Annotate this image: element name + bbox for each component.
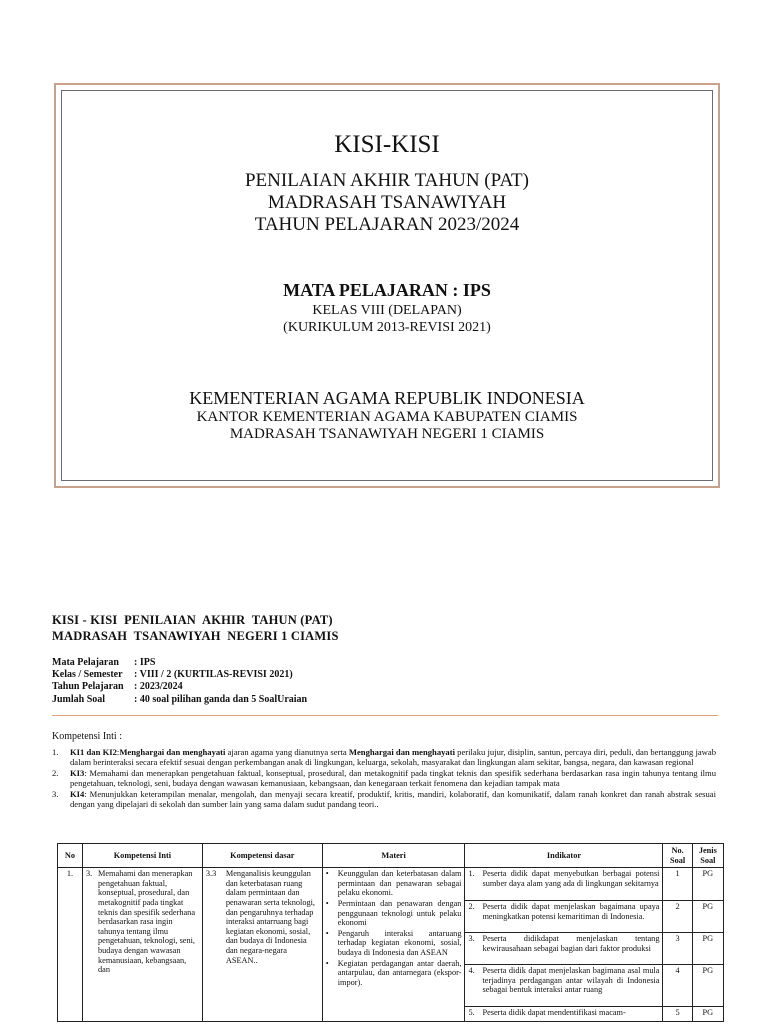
- ki-label: KI1 dan KI2: [70, 747, 117, 757]
- indikator-number: 1.: [468, 869, 475, 879]
- materi-list: [326, 869, 462, 987]
- meta-label: Mata Pelajaran: [52, 657, 119, 668]
- ki-sep: :: [116, 747, 120, 757]
- kompetensi-inti-list: [52, 747, 716, 810]
- kd-cell-number: 3.3: [205, 869, 217, 879]
- cell-jenis-soal: [692, 868, 723, 1022]
- list-item-number: 3.: [52, 789, 59, 799]
- no-soal-value: 1: [663, 868, 691, 901]
- list-item: [52, 747, 716, 767]
- kompetensi-inti-title: Kompetensi Inti :: [52, 731, 122, 742]
- bullet-icon: •: [325, 898, 329, 908]
- cell-no: 1.: [58, 868, 83, 1022]
- cover-kantor: [62, 409, 712, 443]
- horizontal-divider: [52, 715, 718, 716]
- indikator-row: [465, 1007, 662, 1021]
- ki-cell-text: Memahami dan menerapkan pengetahuan faktual, konseptual, prosedural, dan metakognitif pada tingkat teknis dan spesifik sederhana berdasarkan rasa ingin tahunya tentang ilmu pengetahuan, teknologi, seni, budaya dengan wawasan kemanusiaan, kebangsaan, dan: [98, 869, 196, 975]
- indikator-number: 3.: [468, 934, 475, 944]
- meta-value: : VIII / 2 (KURTILAS-REVISI 2021): [134, 669, 293, 681]
- ki-text: perilaku jujur, disiplin, santun, percaya diri, peduli, dan bertanggung jawab dalam berinteraksi secara efektif sesuai dengan perkembangan anak di lingkungan, keluarga, sekolah, masyarakat dan lingkungan alam sekitar, bangsa, negara, dan kawasan regional: [70, 747, 716, 767]
- cell-indikator: [465, 868, 663, 1022]
- cover-subtitle: [62, 170, 712, 236]
- meta-row: [52, 657, 307, 669]
- ki-emphasis: Menghargai dan menghayati: [348, 747, 455, 757]
- list-item: [326, 959, 462, 988]
- indikator-row: [465, 933, 662, 965]
- column-header: Kompetensi Inti: [83, 844, 203, 868]
- meta-row: [52, 669, 307, 681]
- meta-label: Kelas / Semester: [52, 669, 123, 681]
- cover-subtitle-line: TAHUN PELAJARAN 2023/2024: [254, 214, 520, 235]
- heading-line: MADRASAH TSANAWIYAH NEGERI 1 CIAMIS: [52, 629, 339, 643]
- materi-text: Pengaruh interaksi antaruang terhadap kegiatan ekonomi, sosial, budaya di Indonesia dan ASEAN: [337, 928, 462, 957]
- ki-label: KI4: [70, 789, 85, 799]
- indikator-row: [465, 965, 662, 1007]
- indikator-row: [465, 868, 662, 901]
- indikator-number: 4.: [468, 966, 475, 976]
- meta-label: Jumlah Soal: [52, 693, 106, 705]
- column-header: Materi: [322, 844, 465, 868]
- column-header: Indikator: [465, 844, 663, 868]
- list-item: [52, 789, 716, 809]
- document-heading: [52, 612, 339, 644]
- ki-label: KI3: [70, 768, 85, 778]
- meta-value: : 2023/2024: [134, 681, 183, 693]
- ki-text: ajaran agama yang dianutnya serta: [225, 747, 349, 757]
- cover-subtitle-line: MADRASAH TSANAWIYAH: [267, 192, 507, 213]
- list-item: [326, 929, 462, 958]
- column-header: Kompetensi dasar: [202, 844, 322, 868]
- ki-text: : Memahami dan menerapkan pengetahuan faktual, konseptual, prosedural, dan metakognitif pada tingkat teknis dan spesifik sederhana berdasarkan rasa ingin tahunya tentang ilmu pengetahuan, teknologi, seni, budaya dengan wawasan kemanusiaan, kebangsaan, dan kenegaraan terkait fenomena dan kejadian tampak mata: [70, 768, 716, 788]
- table-header-row: [58, 844, 724, 868]
- cover-kementerian: KEMENTERIAN AGAMA REPUBLIK INDONESIA: [189, 388, 585, 408]
- jenis-soal-value: PG: [693, 901, 723, 933]
- list-item-text: [70, 747, 716, 767]
- list-item: [326, 869, 462, 898]
- kd-cell-text: Menganalisis keunggulan dan keterbatasan ruang dalam permintaan dan penawaran serta teknologi, dan pengaruhnya terhadap interaksi antarruang bagi kegiatan ekonomi, sosial, dan budaya di Indonesia dan negara-negara ASEAN..: [225, 869, 315, 965]
- cell-materi: [322, 868, 465, 1022]
- materi-text: Permintaan dan penawaran dengan penggunaan teknologi untuk pelaku ekonomi: [337, 898, 462, 928]
- no-soal-value: 2: [663, 901, 691, 933]
- list-item: [326, 899, 462, 928]
- jenis-soal-value: PG: [693, 965, 723, 1007]
- bullet-icon: •: [325, 928, 329, 938]
- kisi-kisi-table: [57, 843, 724, 1022]
- heading-line: KISI - KISI PENILAIAN AKHIR TAHUN (PAT): [52, 613, 333, 627]
- bullet-icon: •: [325, 869, 329, 879]
- meta-row: [52, 694, 307, 706]
- cover-mata-pelajaran: MATA PELAJARAN : IPS: [283, 280, 491, 300]
- meta-value: : 40 soal pilihan ganda dan 5 SoalUraian: [134, 693, 308, 705]
- cover-inner-border: [61, 90, 713, 481]
- cell-kompetensi-dasar: [202, 868, 322, 1022]
- bullet-icon: •: [325, 958, 329, 968]
- ki-cell-number: 3.: [86, 869, 93, 879]
- cover-kelas-line: KELAS VIII (DELAPAN): [312, 303, 462, 318]
- jenis-soal-value: PG: [693, 868, 723, 901]
- table-row: [58, 868, 724, 1022]
- list-item: [52, 768, 716, 788]
- list-item-text: [70, 768, 716, 788]
- jenis-soal-value: PG: [693, 933, 723, 965]
- list-item-text: [70, 789, 716, 809]
- ki-text: : Menunjukkan keterampilan menalar, mengolah, dan menyaji secara kreatif, produktif, kritis, mandiri, kolaboratif, dan komunikatif, dalam ranah konkret dan ranah abstrak sesuai dengan yang dipelajari di sekolah dan sumber lain yang sama dalam sudut pandang teori..: [70, 789, 716, 809]
- materi-text: Kegiatan perdagangan antar daerah, antarpulau, dan antarnegara (ekspor-impor).: [337, 958, 462, 987]
- meta-label: Tahun Pelajaran: [52, 681, 124, 693]
- document-meta: [52, 657, 307, 706]
- ki-emphasis: Menghargai dan menghayati: [119, 747, 226, 757]
- cover-kantor-line: KANTOR KEMENTERIAN AGAMA KABUPATEN CIAMIS: [196, 409, 578, 425]
- no-soal-value: 3: [663, 933, 691, 965]
- indikator-text: Peserta didik dapat menyebutkan berbagai potensi sumber daya alam yang ada di lingkungan sekitarnya: [482, 869, 660, 888]
- indikator-text: Peserta didik dapat menjelaskan bagaimana upaya meningkatkan potensi kemaritiman di Indonesia.: [482, 902, 660, 921]
- indikator-text: Peserta didik dapat mendentifikasi macam-: [482, 1008, 626, 1018]
- cover-subtitle-line: PENILAIAN AKHIR TAHUN (PAT): [244, 170, 529, 191]
- no-soal-value: 4: [663, 965, 691, 1007]
- list-item-number: 2.: [52, 768, 59, 778]
- indikator-text: Peserta didik dapat menjelaskan bagimana asal mula terjadinya perdagangan antar wilayah di Indonesia sebagai bentuk interaksi antar ruang: [482, 966, 660, 995]
- meta-value: : IPS: [134, 657, 156, 668]
- cover-kurikulum-line: (KURIKULUM 2013-REVISI 2021): [283, 320, 491, 335]
- cover-madrasah-line: MADRASAH TSANAWIYAH NEGERI 1 CIAMIS: [229, 426, 545, 442]
- kd-cell-content: [206, 869, 319, 965]
- column-header: Jenis Soal: [692, 844, 723, 868]
- cell-no-soal: [663, 868, 692, 1022]
- cover-title: KISI-KISI: [334, 131, 440, 158]
- ki-cell-content: [86, 869, 199, 975]
- indikator-number: 2.: [468, 902, 475, 912]
- no-soal-value: 5: [675, 1008, 680, 1018]
- indikator-row: [465, 901, 662, 933]
- materi-text: Keunggulan dan keterbatasan dalam permintaan dan penawaran sebagai pelaku ekonomi.: [337, 869, 462, 898]
- cover-kelas: [62, 302, 712, 336]
- indikator-text: Peserta didikdapat menjelaskan tentang kewirausahaan sebagai bagian dari faktor produksi: [482, 934, 660, 953]
- meta-row: [52, 681, 307, 693]
- jenis-soal-value: PG: [702, 1008, 714, 1018]
- cover-frame: [54, 83, 720, 488]
- list-item-number: 1.: [52, 747, 59, 757]
- cell-kompetensi-inti: [83, 868, 203, 1022]
- column-header: No. Soal: [663, 844, 692, 868]
- indikator-number: 5.: [468, 1008, 475, 1018]
- column-header: No: [58, 844, 83, 868]
